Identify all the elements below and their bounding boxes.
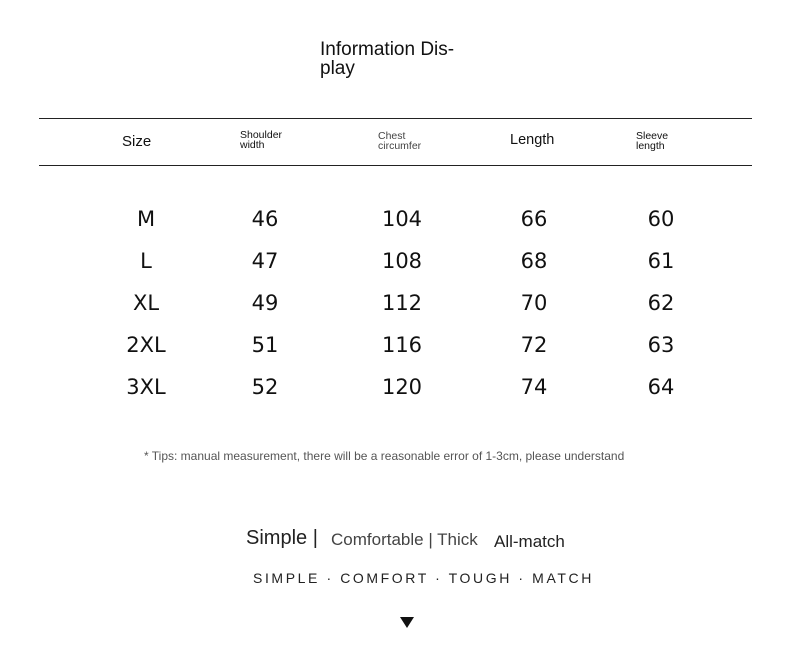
table-header-rule — [39, 165, 752, 166]
cell-size: 3XL — [126, 375, 166, 399]
triangle-down-icon — [400, 617, 414, 628]
cell-length: 74 — [520, 375, 548, 399]
measurement-tips: * Tips: manual measurement, there will be a reasonable error of 1-3cm, please understand — [144, 449, 625, 463]
cell-chest: 116 — [381, 333, 423, 357]
cell-size: M — [136, 207, 156, 231]
cell-shoulder: 52 — [251, 375, 279, 399]
cell-sleeve: 61 — [647, 249, 675, 273]
header-shoulder-width — [240, 130, 282, 150]
cell-sleeve: 60 — [647, 207, 675, 231]
cell-sleeve: 63 — [647, 333, 675, 357]
cell-size: XL — [132, 291, 160, 315]
cell-sleeve: 64 — [647, 375, 675, 399]
header-chest-circumference — [378, 131, 425, 151]
cell-chest: 104 — [381, 207, 423, 231]
cell-shoulder: 47 — [251, 249, 279, 273]
header-chest-line1: Chest — [378, 131, 406, 142]
header-sleeve-line2: length — [636, 140, 665, 152]
table-top-rule — [39, 118, 752, 119]
cell-length: 68 — [520, 249, 548, 273]
header-sleeve-line1: Sleeve — [636, 130, 669, 142]
slogan-part3: All-match — [494, 532, 565, 551]
header-shoulder-line1: Shoulder — [240, 129, 283, 141]
cell-chest: 120 — [381, 375, 423, 399]
header-length: Length — [510, 132, 555, 148]
page-title — [320, 40, 470, 78]
tagline: SIMPLE · COMFORT · TOUGH · MATCH — [253, 570, 594, 586]
cell-length: 70 — [520, 291, 548, 315]
slogan-part1: Simple | — [246, 527, 318, 549]
header-sleeve-length — [636, 131, 668, 151]
cell-chest: 108 — [381, 249, 423, 273]
cell-chest: 112 — [381, 291, 423, 315]
slogan-part2: Comfortable | Thick — [331, 530, 478, 549]
cell-size: 2XL — [126, 333, 166, 357]
cell-shoulder: 46 — [251, 207, 279, 231]
cell-shoulder: 49 — [251, 291, 279, 315]
cell-sleeve: 62 — [647, 291, 675, 315]
page-title-line2: play — [320, 58, 355, 79]
header-size: Size — [122, 133, 152, 150]
header-chest-line2: circumfer — [378, 140, 422, 151]
cell-length: 66 — [520, 207, 548, 231]
header-shoulder-line2: width — [240, 139, 265, 151]
cell-length: 72 — [520, 333, 548, 357]
cell-shoulder: 51 — [251, 333, 279, 357]
cell-size: L — [140, 249, 152, 273]
page-title-line1: Information Dis- — [320, 39, 455, 60]
